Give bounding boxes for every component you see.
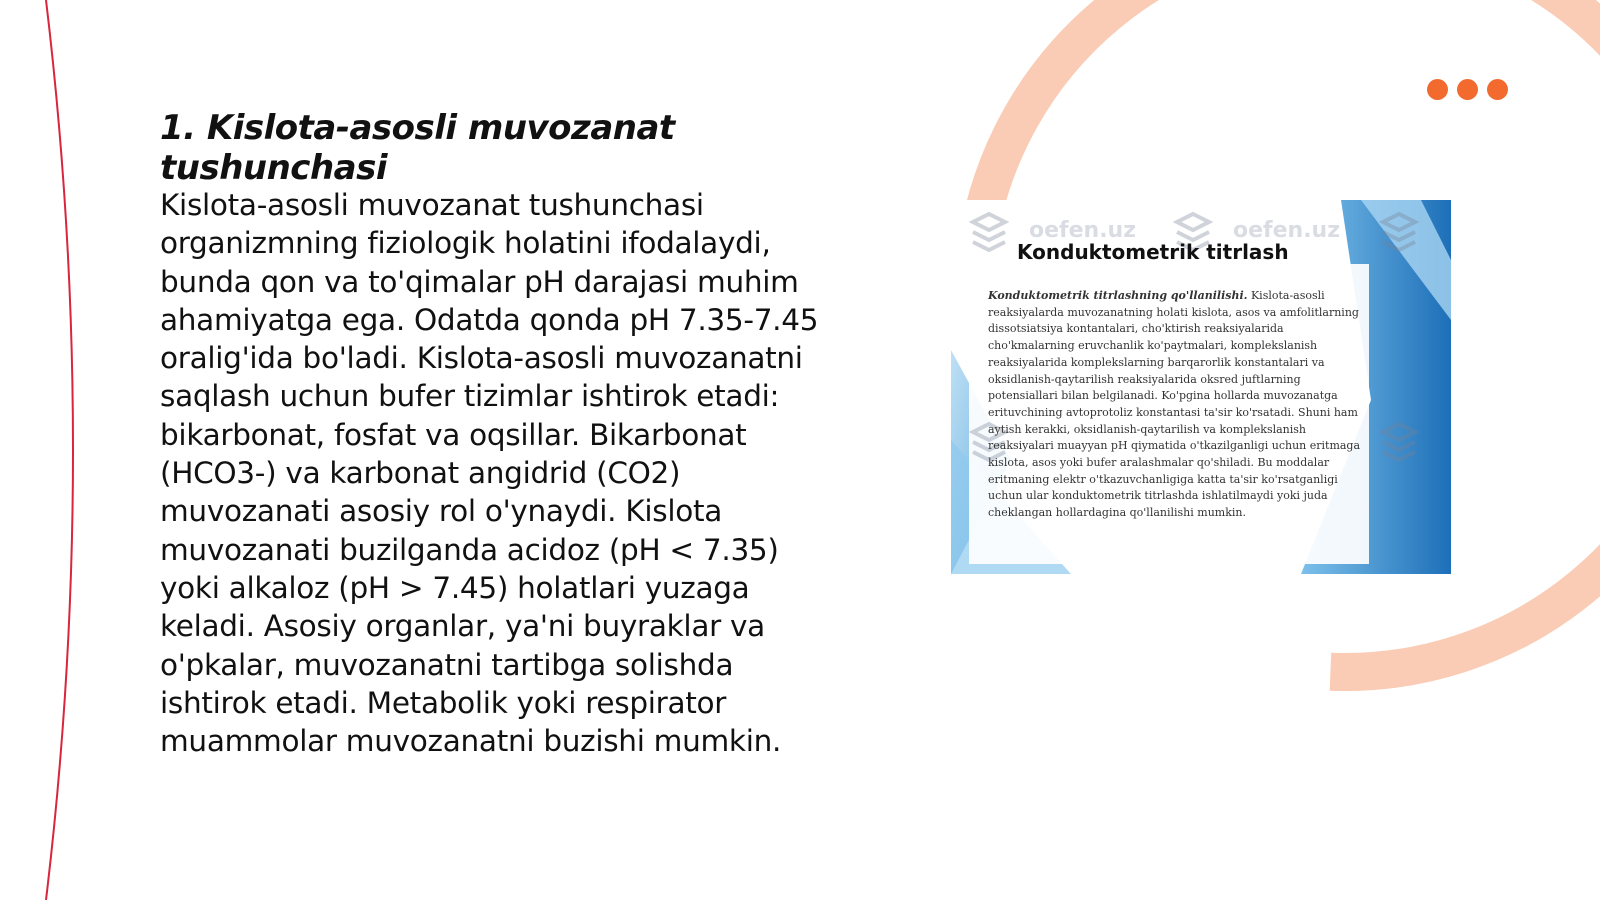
left-red-curve <box>46 0 73 900</box>
watermark-text: oefen.uz <box>1233 218 1341 243</box>
dot-1 <box>1427 79 1448 100</box>
layers-stack-icon <box>969 210 1009 258</box>
document-image <box>951 200 1451 574</box>
slide-body-text: Kislota-asosli muvozanat tushunchasi organizmning fiziologik holatini ifodalaydi, bunda qon va to'qimalar pH darajasi muhim ahamiyatga ega. Odatda qonda pH 7.35-7.45 oralig'ida bo'ladi. Kislota-asosli muvozanatni saqlash uchun bufer tizimlar ishtirok etadi: bikarbonat, fosfat va oqsillar. Bikarbonat (HCO3-) va karbonat angidrid (CO2) muvozanati asosiy rol o'ynaydi. Kislota muvozanati buzilganda acidoz (pH < 7.35) yoki alkaloz (pH > 7.45) holatlari yuzaga keladi. Asosiy organlar, ya'ni buyraklar va o'pkalar, muvozanatni tartibga solishda ishtirok etadi. Metabolik yoki respirator muammolar muvozanatni buzishi mumkin. <box>160 188 819 759</box>
dot-2 <box>1457 79 1478 100</box>
document-image-paragraph: Kislota-asosli reaksiyalarda muvozanatning holati kislota, asos va amfolitlarning dissotsiatsiya kontantalari, cho'ktirish reaksiyalarida cho'kmalarning eruvchanlik ko'paytmalari, komplekslanish reaksiyalarida komplekslarning barqarorlik konstantalari va oksidlanish-qaytarilish reaksiyalarida oksred juftlarning potensiallari bilan belgilanadi. Ko'pgina hollarda muvozanatga erituvchining avtoprotoliz konstantasi ta'sir ko'rsatadi. Shuni ham aytish kerakki, oksidlanish-qaytarilish va komplekslanish reaksiyalari muayyan pH qiymatida o'tkazilganligi uchun eritmaga kislota, asos yoki bufer aralashmalar qo'shiladi. Bu moddalar eritmaning elektr o'tkazuvchanligiga katta ta'sir ko'rsatganligi uchun ular konduktometrik titrlashda ishlatilmaydi yoki juda cheklangan hollardagina qo'llanilishi mumkin. <box>988 289 1361 520</box>
slide-title: 1. Kislota-asosli muvozanat tushunchasi <box>160 108 675 188</box>
document-image-lead: Konduktometrik titrlashning qo'llanilishi. <box>988 289 1248 302</box>
dot-3 <box>1487 79 1508 100</box>
document-image-text <box>988 288 1364 522</box>
three-dots-icon <box>1427 79 1508 100</box>
layers-stack-icon <box>1379 210 1419 258</box>
watermark-text: oefen.uz <box>1029 218 1137 243</box>
document-image-title: Konduktometrik titrlash <box>1017 240 1289 264</box>
layers-stack-icon <box>1379 420 1419 468</box>
